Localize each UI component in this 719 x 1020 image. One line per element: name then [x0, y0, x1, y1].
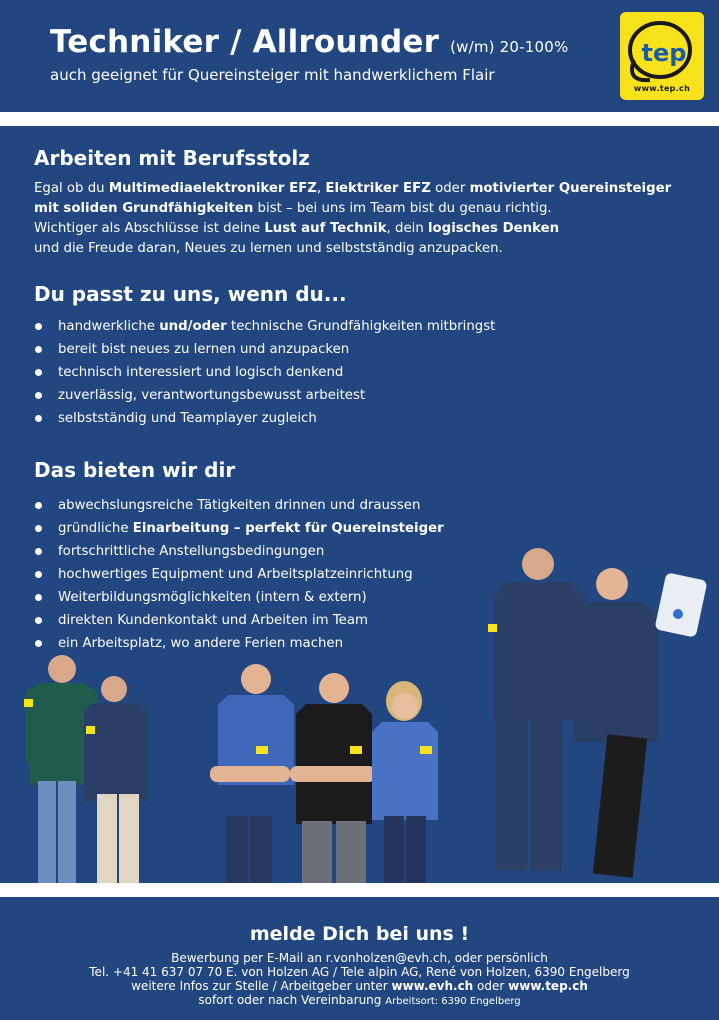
- section-heading-du-passt: Du passt zu uns, wenn du...: [34, 282, 347, 306]
- list-item: Weiterbildungsmöglichkeiten (intern & extern): [34, 586, 444, 609]
- list-item: bereit bist neues zu lernen und anzupacken: [34, 338, 495, 361]
- logo-url: www.tep.ch: [633, 84, 691, 93]
- list-item: direkten Kundenkontakt und Arbeiten im Team: [34, 609, 444, 632]
- text-span: Egal ob du: [34, 181, 109, 196]
- list-item: hochwertiges Equipment und Arbeitsplatzeinrichtung: [34, 563, 444, 586]
- text-span: sofort oder nach Vereinbarung: [198, 993, 386, 1007]
- text-bold: Lust auf Technik: [264, 221, 387, 236]
- text-span: handwerkliche: [58, 319, 160, 334]
- intro-line-1: [34, 179, 704, 199]
- list-item: zuverlässig, verantwortungsbewusst arbeitest: [34, 384, 495, 407]
- call-to-action: melde Dich bei uns !: [249, 923, 470, 945]
- section-heading-bieten: Das bieten wir dir: [34, 458, 236, 482]
- text-bold: logisches Denken: [427, 221, 560, 236]
- divider-bottom: [0, 883, 719, 897]
- page-title: [50, 24, 568, 60]
- text-span: technische Grundfähigkeiten mitbringst: [226, 319, 496, 334]
- contact-line-2: Tel. +41 41 637 07 70 E. von Holzen AG / Tele alpin AG, René von Holzen, 6390 Engelberg: [89, 965, 630, 979]
- intro-text: [34, 179, 704, 259]
- person-5: [372, 681, 438, 883]
- person-7: [574, 568, 708, 878]
- list-item: selbstständig und Teamplayer zugleich: [34, 407, 495, 430]
- section-heading-berufsstolz: Arbeiten mit Berufsstolz: [34, 146, 310, 170]
- text-span: oder: [473, 979, 509, 993]
- contact-info: [0, 951, 719, 1009]
- evh-link[interactable]: www.evh.ch: [391, 979, 474, 993]
- text-span: ,: [316, 181, 326, 196]
- contact-line-3: [0, 979, 719, 993]
- page-subtitle: auch geeignet für Quereinsteiger mit handwerklichem Flair: [50, 66, 495, 84]
- title-text: Techniker / Allrounder: [50, 24, 440, 60]
- person-4: [290, 673, 376, 883]
- text-bold: und/oder: [159, 319, 227, 334]
- text-span: weitere Infos zur Stelle / Arbeitgeber unter: [131, 979, 392, 993]
- intro-line-3: [34, 219, 704, 239]
- person-1: [24, 655, 98, 883]
- text-span: oder: [430, 181, 470, 196]
- text-bold: Elektriker EFZ: [325, 181, 431, 196]
- work-location: Arbeitsort: 6390 Engelberg: [385, 996, 521, 1007]
- text-span: gründliche: [58, 521, 133, 536]
- text-bold: Multimediaelektroniker EFZ: [108, 181, 317, 196]
- divider-top: [0, 112, 719, 126]
- header: [0, 0, 719, 110]
- person-6: [488, 548, 633, 871]
- list-item: [34, 315, 495, 338]
- list-item: abwechslungsreiche Tätigkeiten drinnen und draussen: [34, 494, 444, 517]
- text-span: Wichtiger als Abschlüsse ist deine: [34, 221, 265, 236]
- tep-link[interactable]: www.tep.ch: [508, 979, 588, 993]
- contact-line-4: [0, 993, 719, 1009]
- list-item: ein Arbeitsplatz, wo andere Ferien machen: [34, 632, 444, 655]
- benefits-list: [34, 494, 444, 655]
- list-item: fortschrittliche Anstellungsbedingungen: [34, 540, 444, 563]
- contact-line-1: Bewerbung per E-Mail an r.vonholzen@evh.ch, oder persönlich: [171, 951, 548, 965]
- text-bold: mit soliden Grundfähigkeiten: [34, 201, 254, 216]
- text-span: bist – bei uns im Team bist du genau richtig.: [253, 201, 552, 216]
- text-span: , dein: [386, 221, 428, 236]
- logo-text: tep: [641, 39, 687, 67]
- tep-logo: [620, 12, 704, 100]
- text-bold: Einarbeitung – perfekt für Quereinsteiger: [132, 521, 444, 536]
- intro-line-4: und die Freude daran, Neues zu lernen und selbstständig anzupacken.: [34, 241, 503, 256]
- list-item: [34, 517, 444, 540]
- title-suffix: (w/m) 20-100%: [450, 38, 569, 56]
- footer: [0, 897, 719, 1020]
- intro-line-2: [34, 199, 704, 219]
- list-item: technisch interessiert und logisch denkend: [34, 361, 495, 384]
- person-2: [84, 676, 148, 883]
- text-bold: motivierter Quereinsteiger: [469, 181, 672, 196]
- main-content: [0, 126, 719, 883]
- person-3: [210, 664, 294, 883]
- requirements-list: [34, 315, 495, 430]
